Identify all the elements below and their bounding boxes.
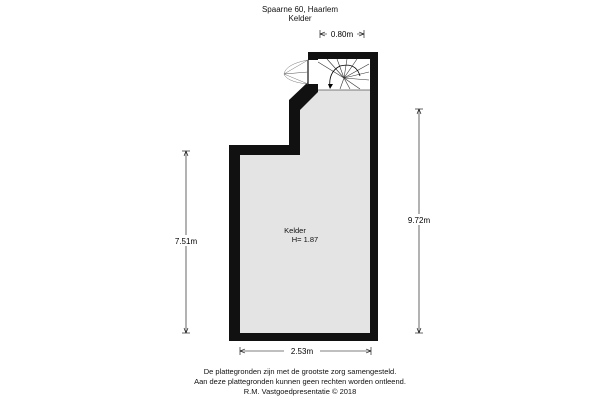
plan-floor-label: Kelder <box>288 14 312 23</box>
copyright-line: R.M. Vastgoedpresentatie © 2018 <box>243 387 357 396</box>
plan-address: Spaarne 60, Haarlem <box>261 5 339 14</box>
room-name: Kelder <box>284 226 306 235</box>
room-height: H= 1.87 <box>291 235 319 244</box>
dimension-stair-width-label: 0.80m <box>330 30 354 39</box>
door <box>284 60 318 84</box>
disclaimer-line-2: Aan deze plattegronden kunnen geen rechten worden ontleend. <box>194 377 406 386</box>
dimension-total-depth-label: 9.72m <box>407 216 431 225</box>
stair-area-floor <box>318 59 370 90</box>
dimension-room-depth-label: 7.51m <box>174 237 198 246</box>
disclaimer-line-1: De plattegronden zijn met de grootste zorg samengesteld. <box>203 367 397 376</box>
room-floor <box>240 90 370 333</box>
dimension-room-width-label: 2.53m <box>290 347 314 356</box>
